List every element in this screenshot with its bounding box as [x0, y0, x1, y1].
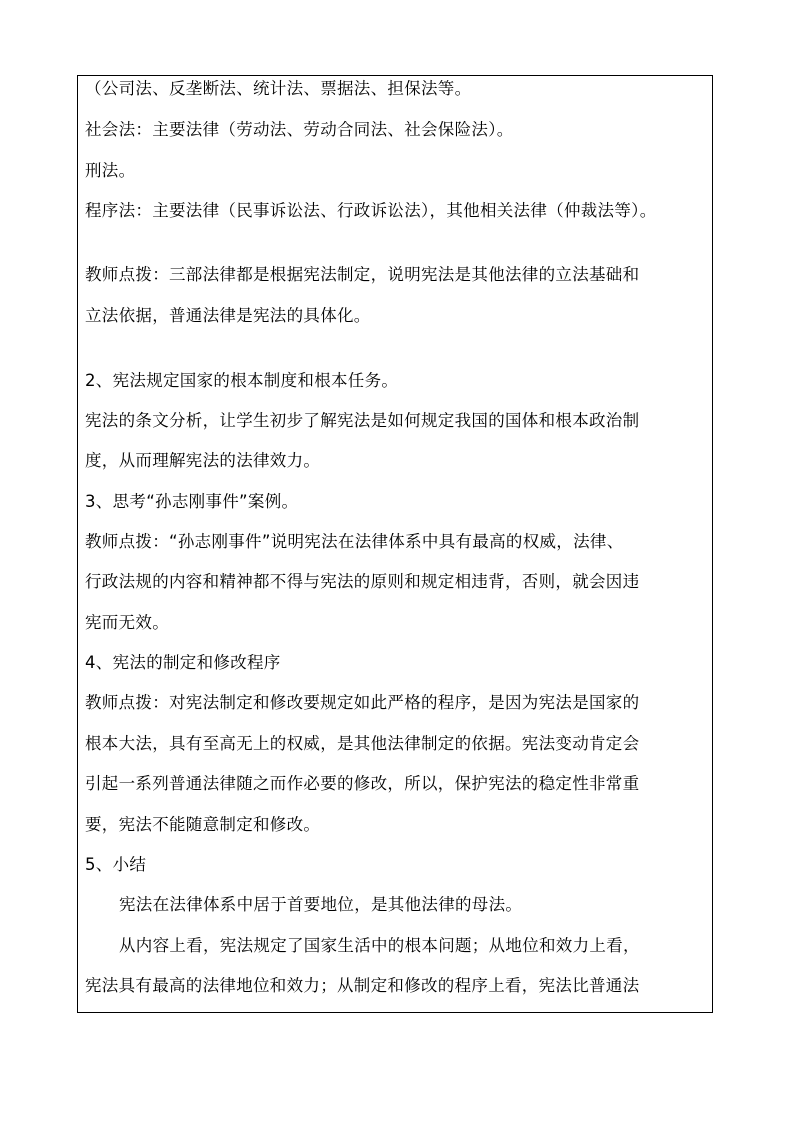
text-line-teacher-note-2b: 行政法规的内容和精神都不得与宪法的原则和规定相违背，否则，就会因违 — [85, 572, 640, 591]
text-line-teacher-note-1b: 立法依据，普通法律是宪法的具体化。 — [85, 306, 371, 325]
section-heading-4: 4、宪法的制定和修改程序 — [85, 653, 281, 672]
text-line-summary-a: 宪法在法律体系中居于首要地位，是其他法律的母法。 — [119, 895, 523, 914]
section-heading-2: 2、宪法规定国家的根本制度和根本任务。 — [85, 371, 399, 390]
text-line-summary-b: 从内容上看，宪法规定了国家生活中的根本问题；从地位和效力上看， — [119, 936, 640, 955]
section-heading-5: 5、小结 — [85, 855, 147, 874]
text-line-social-law: 社会法：主要法律（劳动法、劳动合同法、社会保险法）。 — [85, 120, 514, 139]
text-line-teacher-note-2c: 宪而无效。 — [85, 613, 169, 632]
text-line-teacher-note-1a: 教师点拨：三部法律都是根据宪法制定，说明宪法是其他法律的立法基础和 — [85, 265, 640, 284]
text-line-company-law: （公司法、反垄断法、统计法、票据法、担保法等。 — [85, 79, 472, 98]
text-line-procedural-law: 程序法：主要法律（民事诉讼法、行政诉讼法），其他相关法律（仲裁法等）。 — [85, 201, 657, 220]
section-heading-3: 3、思考“孙志刚事件”案例。 — [85, 492, 299, 511]
text-line-constitution-analysis-a: 宪法的条文分析，让学生初步了解宪法是如何规定我国的国体和根本政治制 — [85, 411, 640, 430]
text-line-teacher-note-3a: 教师点拨：对宪法制定和修改要规定如此严格的程序，是因为宪法是国家的 — [85, 693, 640, 712]
text-line-teacher-note-2a: 教师点拨：“孙志刚事件”说明宪法在法律体系中具有最高的权威，法律、 — [85, 532, 624, 551]
text-line-teacher-note-3b: 根本大法，具有至高无上的权威，是其他法律制定的依据。宪法变动肯定会 — [85, 734, 640, 753]
text-line-teacher-note-3d: 要，宪法不能随意制定和修改。 — [85, 815, 321, 834]
text-line-constitution-analysis-b: 度，从而理解宪法的法律效力。 — [85, 451, 321, 470]
text-line-criminal-law: 刑法。 — [85, 161, 136, 180]
text-line-summary-c: 宪法具有最高的法律地位和效力；从制定和修改的程序上看，宪法比普通法 — [85, 976, 640, 995]
text-line-teacher-note-3c: 引起一系列普通法律随之而作必要的修改，所以，保护宪法的稳定性非常重 — [85, 774, 640, 793]
